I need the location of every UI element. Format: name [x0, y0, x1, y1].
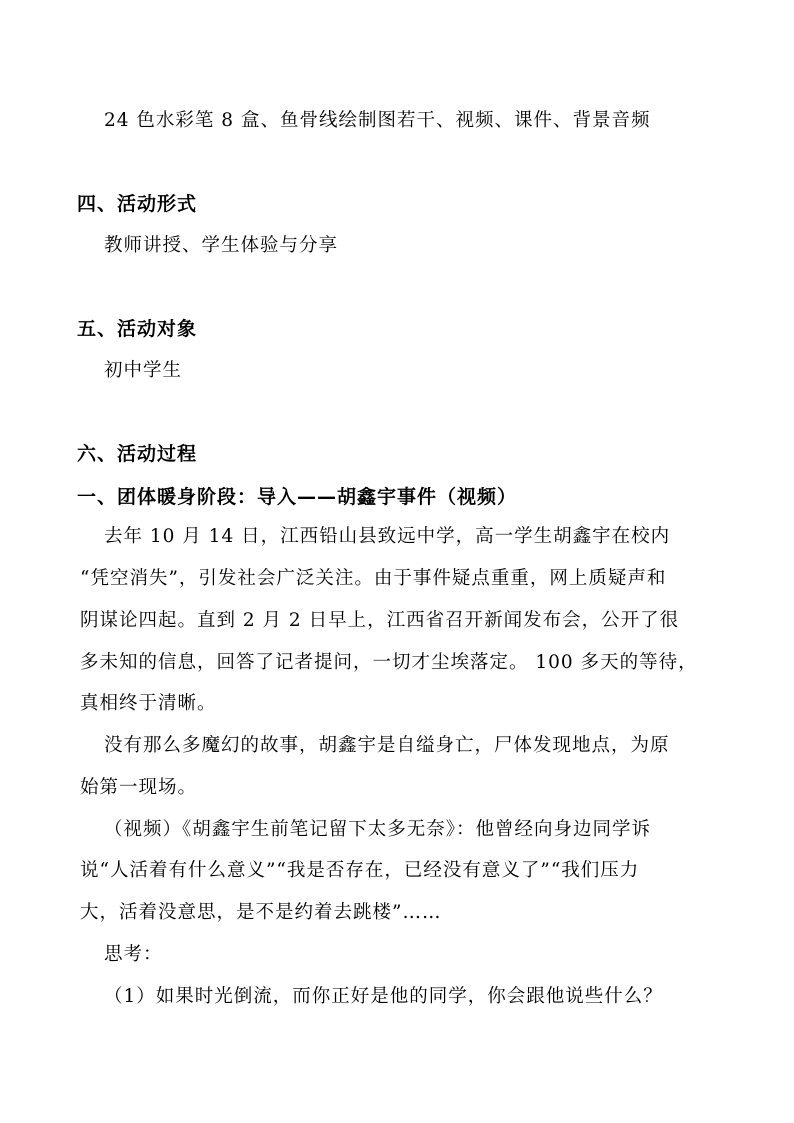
paragraph3-line: 大，活着没意思，是不是约着去跳楼”…… — [80, 902, 442, 923]
section4-heading: 四、活动形式 — [77, 193, 198, 215]
paragraph1-line: “凭空消失”，引发社会广泛关注。由于事件疑点重重，网上质疑声和 — [80, 568, 667, 589]
question-1: （1）如果时光倒流，而你正好是他的同学，你会跟他说些什么？ — [104, 986, 663, 1007]
paragraph1-line: 真相终于清晰。 — [80, 693, 217, 714]
paragraph1-line: 阴谋论四起。直到 2 月 2 日早上，江西省召开新闻发布会，公开了很 — [80, 610, 680, 631]
section6-heading: 六、活动过程 — [77, 443, 198, 465]
stage1-subheading: 一、团体暖身阶段：导入——胡鑫宇事件（视频） — [77, 486, 518, 508]
materials-line: 24 色水彩笔 8 盒、鱼骨线绘制图若干、视频、课件、背景音频 — [104, 110, 651, 131]
paragraph3-line: （视频）《胡鑫宇生前笔记留下太多无奈》：他曾经向身边同学诉 — [104, 819, 652, 840]
paragraph2-line: 没有那么多魔幻的故事，胡鑫宇是自缢身亡，尸体发现地点，为原 — [104, 735, 670, 756]
paragraph2-line: 始第一现场。 — [80, 777, 198, 798]
paragraph1-line: 多未知的信息，回答了记者提问，一切才尘埃落定。 100 多天的等待， — [80, 652, 698, 673]
section4-body: 教师讲授、学生体验与分享 — [104, 235, 339, 256]
section5-body: 初中学生 — [104, 360, 183, 381]
paragraph1-line: 去年 10 月 14 日，江西铅山县致远中学，高一学生胡鑫宇在校内 — [104, 526, 671, 547]
think-label: 思考： — [104, 944, 163, 965]
section5-heading: 五、活动对象 — [77, 318, 198, 340]
paragraph3-line: 说“人活着有什么意义”“我是否存在，已经没有意义了”“我们压力 — [80, 860, 640, 881]
